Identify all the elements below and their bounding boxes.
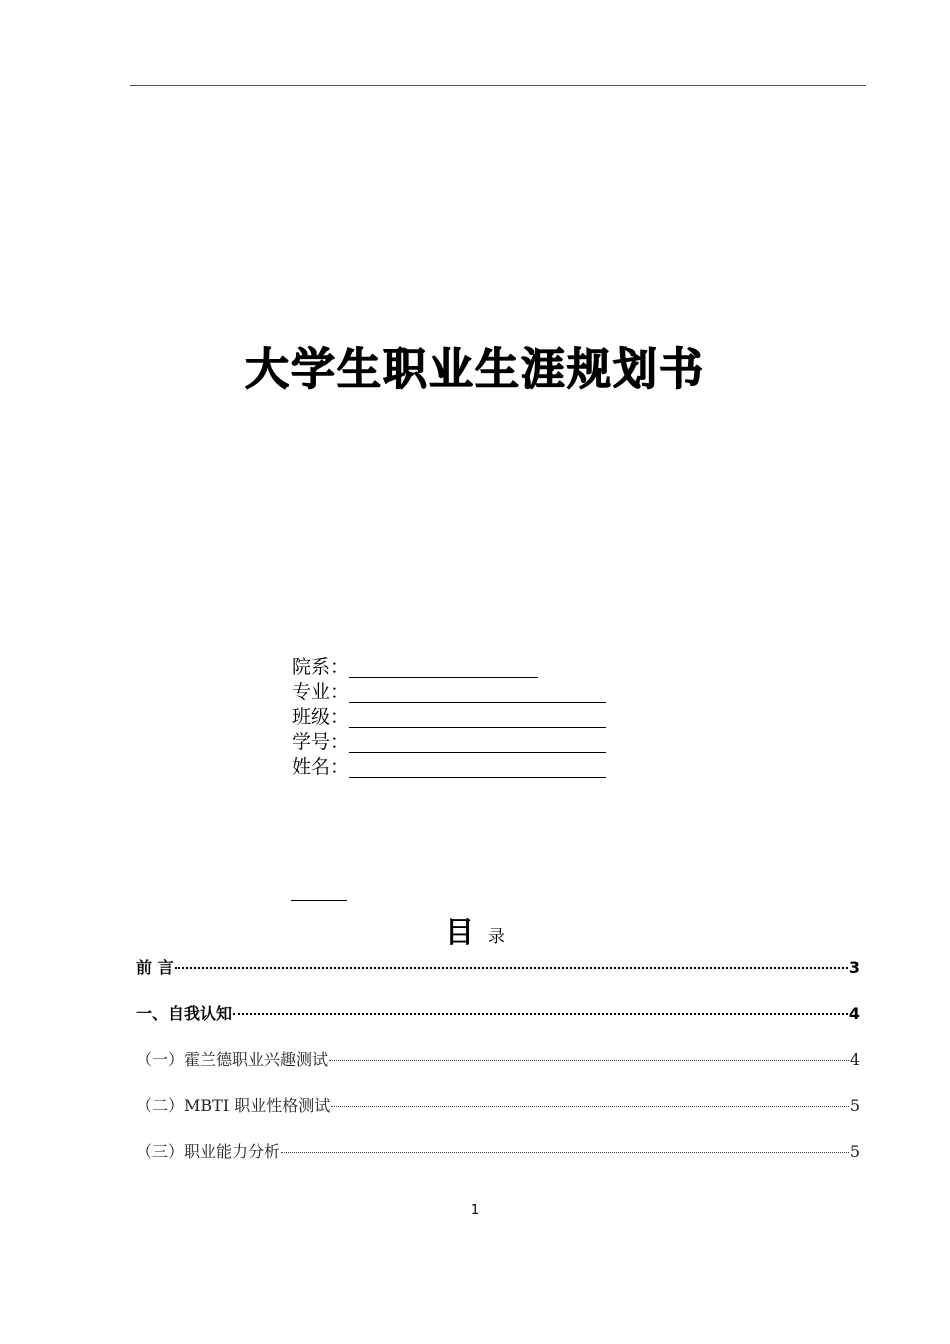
toc-entry-label: （一）霍兰德职业兴趣测试 (136, 1050, 329, 1069)
department-label: 院系： (292, 656, 350, 678)
toc-entry-label: （二）MBTI 职业性格测试 (136, 1096, 331, 1115)
student-id-label: 学号： (292, 731, 350, 753)
toc-entry-ability-analysis[interactable] (136, 1139, 860, 1162)
toc-entry-page: 5 (849, 1096, 860, 1115)
toc-entry-page: 5 (849, 1142, 860, 1161)
student-id-field[interactable] (349, 730, 606, 753)
toc-entry-self-awareness[interactable] (136, 1001, 860, 1024)
info-row-major (292, 680, 606, 705)
info-row-class (292, 705, 606, 730)
toc-entry-mbti-test[interactable] (136, 1093, 860, 1116)
table-of-contents (136, 955, 860, 1162)
toc-entry-page: 4 (848, 1004, 860, 1023)
toc-leader (329, 1060, 849, 1061)
toc-leader (281, 1152, 849, 1153)
info-row-department (292, 655, 606, 680)
document-title: 大学生职业生涯规划书 (245, 344, 705, 395)
page-number: 1 (470, 1203, 480, 1218)
toc-entry-preface[interactable] (136, 955, 860, 978)
header-rule (130, 85, 866, 86)
toc-entry-page: 4 (849, 1050, 860, 1069)
department-field[interactable] (349, 655, 538, 678)
class-field[interactable] (349, 705, 606, 728)
toc-leader (331, 1106, 849, 1107)
info-row-student-id (292, 730, 606, 755)
toc-leader (233, 1013, 848, 1015)
major-field[interactable] (349, 680, 606, 703)
toc-entry-label: （三）职业能力分析 (136, 1142, 281, 1161)
toc-heading-main: 目 (444, 915, 474, 949)
name-label: 姓名： (292, 756, 350, 778)
toc-entry-label: 前 言 (136, 958, 174, 977)
toc-leader (175, 967, 848, 969)
major-label: 专业： (292, 681, 350, 703)
info-row-name (292, 755, 606, 780)
class-label: 班级： (292, 706, 350, 728)
name-field[interactable] (349, 755, 606, 778)
divider-rule (291, 900, 347, 901)
toc-heading-sub: 录 (488, 927, 505, 947)
toc-entry-holland-test[interactable] (136, 1047, 860, 1070)
toc-heading (0, 910, 950, 951)
toc-entry-page: 3 (848, 958, 860, 977)
toc-entry-label: 一、自我认知 (136, 1004, 233, 1023)
student-info-block (292, 655, 606, 780)
